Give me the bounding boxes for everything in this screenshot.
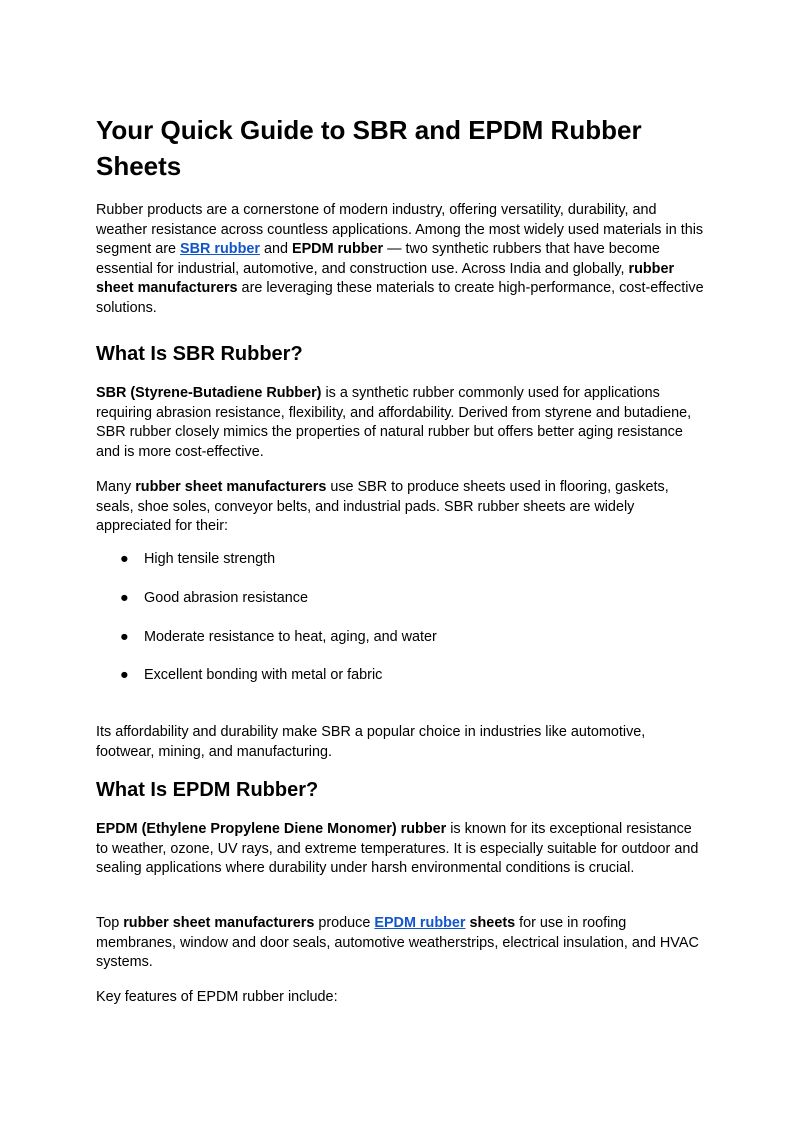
sbr-uses-text: use SBR to produce sheets used in flooring, gaskets, seals, shoe soles, conveyor belts, and industrial pads. SBR rubber sheets are widely appreciated for their: (96, 479, 669, 535)
epdm-uses-text: Top (96, 915, 124, 931)
epdm-heading: What Is EPDM Rubber? (96, 779, 319, 801)
intro-paragraph (96, 201, 706, 319)
epdm-term: EPDM (Ethylene Propylene Diene Monomer) rubber (96, 821, 447, 837)
intro-text: and (259, 241, 292, 258)
page-title: Your Quick Guide to SBR and EPDM Rubber Sheets (96, 115, 642, 181)
list-item (96, 589, 706, 628)
sbr-uses-paragraph (96, 478, 706, 537)
epdm-features-intro: Key features of EPDM rubber include: (96, 989, 338, 1005)
epdm-definition-text: is known for its exceptional resistance to weather, ozone, UV rays, and extreme temperatures. It is especially suitable for outdoor and sealing applications where durability under harsh environmental conditions is crucial. (96, 821, 699, 877)
list-item-text: Excellent bonding with metal or fabric (144, 667, 383, 684)
list-item-text: High tensile strength (144, 551, 276, 567)
epdm-uses-bold: rubber sheet manufacturers (123, 915, 315, 931)
list-item (96, 666, 706, 705)
list-item-text: Moderate resistance to heat, aging, and water (144, 628, 437, 645)
epdm-definition-paragraph (96, 820, 706, 879)
sbr-heading: What Is SBR Rubber? (96, 343, 303, 365)
intro-bold: EPDM rubber (291, 241, 384, 258)
bullet-icon: ● (120, 667, 129, 684)
sbr-summary-paragraph: Its affordability and durability make SBR a popular choice in industries like automotive, footwear, mining, and manufacturing. (96, 724, 646, 760)
epdm-uses-text: produce (314, 915, 375, 931)
sbr-definition-paragraph (96, 384, 706, 462)
sbr-rubber-link[interactable]: SBR rubber (180, 241, 260, 258)
epdm-uses-paragraph (96, 914, 706, 973)
intro-text: are leveraging these materials to create high-performance, cost-effective solutions. (96, 280, 704, 316)
sbr-term: SBR (Styrene-Butadiene Rubber) (96, 385, 322, 401)
sbr-features-list (96, 550, 706, 705)
intro-bold: rubber sheet manufacturers (96, 260, 675, 297)
bullet-icon: ● (120, 589, 129, 606)
list-item-text: Good abrasion resistance (144, 589, 308, 606)
epdm-rubber-link[interactable]: EPDM rubber (374, 915, 466, 931)
bullet-icon: ● (120, 551, 129, 567)
sbr-uses-bold: rubber sheet manufacturers (135, 479, 327, 495)
sbr-definition-text: is a synthetic rubber commonly used for applications requiring abrasion resistance, flexibility, and affordability. Derived from styrene and butadiene, SBR rubber closely mimics the properties of natural rubber but offers better aging resistance and is more cost-effective. (96, 385, 692, 460)
epdm-uses-text: for use in roofing membranes, window and door seals, automotive weatherstrips, electrical insulation, and HVAC systems. (96, 915, 699, 971)
intro-text: Rubber products are a cornerstone of modern industry, offering versatility, durability, and weather resistance across countless applications. Among the most widely used materials in this segment are (96, 202, 704, 258)
sbr-uses-text: Many (96, 479, 136, 495)
epdm-uses-bold: sheets (469, 915, 516, 931)
list-item (96, 550, 706, 589)
list-item (96, 628, 706, 667)
bullet-icon: ● (120, 628, 129, 645)
intro-text: — two synthetic rubbers that have become essential for industrial, automotive, and construction use. Across India and globally, (96, 241, 660, 277)
